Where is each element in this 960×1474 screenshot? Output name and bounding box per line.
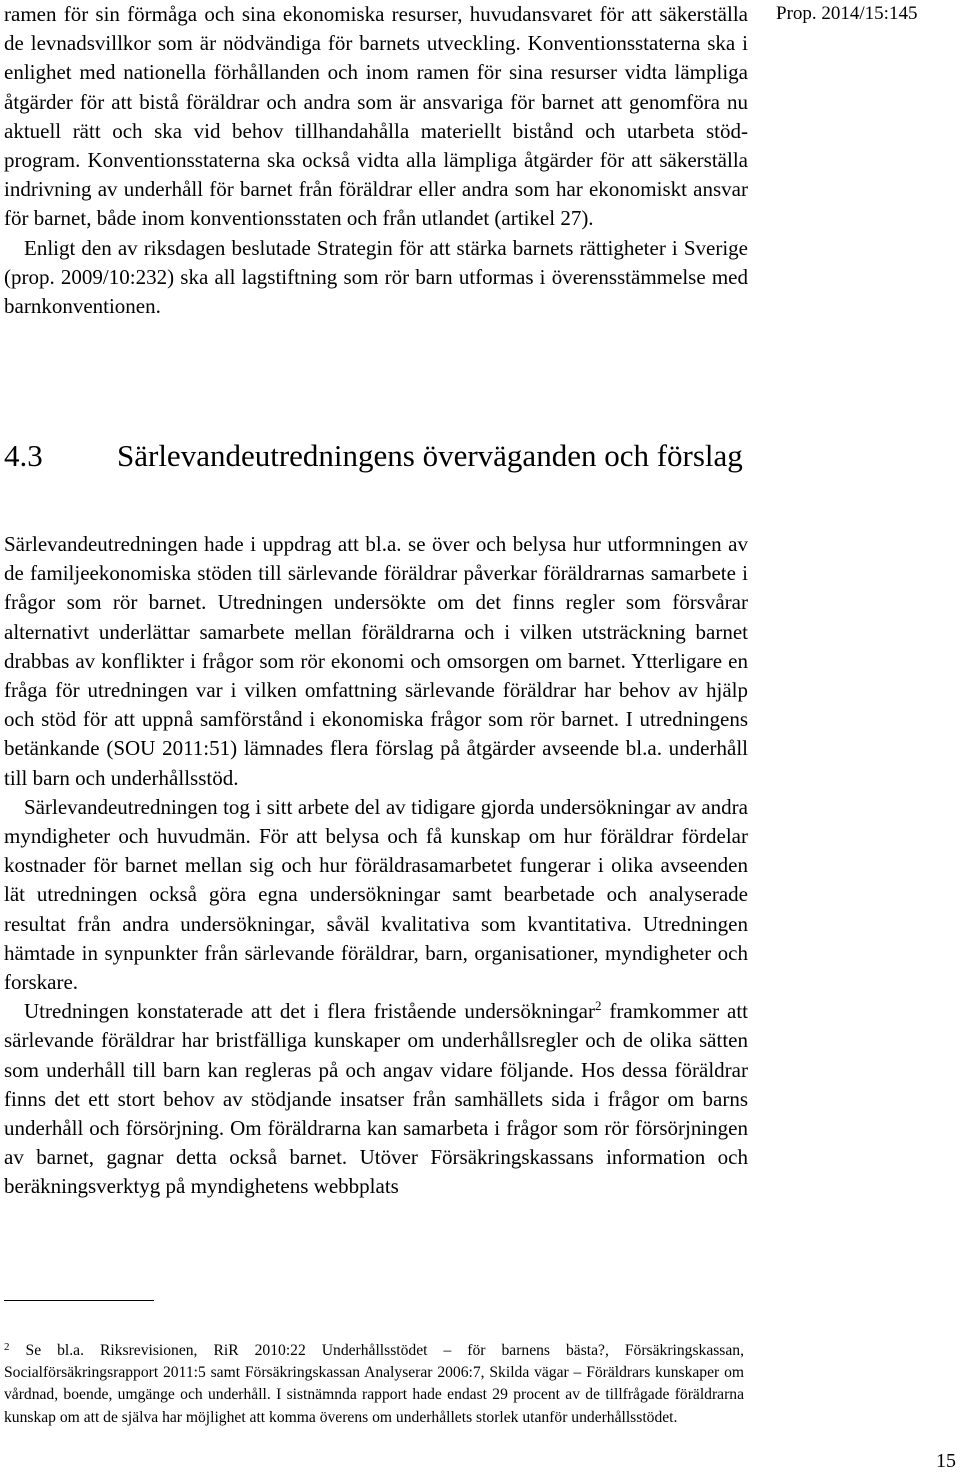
section-body: [4, 530, 748, 1202]
paragraph-investigations: Särlevandeutredningen tog i sitt arbete del av tidigare gjorda undersökningar av andra myndigheter och huvudmän. För att belysa och få kunskap om hur föräldrar fördelar kostnader för barnet mellan sig och hur föräldrasamarbetet fungerar i olika avseenden lät utredningen också göra egna undersökningar samt bearbetade och analyserade resultat från andra undersökningar, såväl kvalitativa som kvantitativa. Utredningen hämtade in synpunkter från särlevande föräldrar, barn, organisationer, myndigheter och forskare.: [4, 794, 748, 995]
paragraph-strategy: Enligt den av riksdagen beslutade Strategin för att stärka barnets rättigheter i Sverige (prop. 2009/10:232) ska all lagstiftning som rör barn utformas i överensstämmelse med barnkonventionen.: [4, 235, 748, 319]
proposition-reference: Prop. 2014/15:145: [776, 3, 918, 24]
footnote: [4, 1336, 744, 1429]
body-text-top: [4, 0, 748, 321]
footnote-number: 2: [4, 1341, 10, 1353]
footnote-text: Se bl.a. Riksrevisionen, RiR 2010:22 Underhållsstödet – för barnens bästa?, Försäkringskassan, Socialförsäkringsrapport 2011:5 samt Försäkringskassan Analyserar 2006:7, Skilda vägar – Föräldrars kunskaper om vårdnad, boende, umgänge och underhåll. I sistnämnda rapport hade endast 29 procent av de tillfrågade föräldrarna kunskap om att de själva har möjlighet att komma överens om underhållets storlek utanför underhållsstödet.: [4, 1342, 744, 1426]
findings-text-end: framkommer att särlevande föräldrar har bristfälliga kunskaper om underhållsregler och de olika sätten som underhåll till barn kan regleras på och angav vidare följande. Hos dessa föräldrar finns det ett stort behov av stödjande insatser från samhällets sida i frågor om barns underhåll och försörjning. Om föräldrarna kan samarbeta i frågor som rör försörjningen av barnet, gagnar detta också barnet. Utöver Försäkringskassans information och beräkningsverktyg på myndighetens webbplats: [4, 999, 748, 1199]
paragraph-findings: [4, 997, 748, 1201]
section-title: Särlevandeutredningens överväganden och förslag: [117, 438, 743, 473]
findings-text-start: Utredningen konstaterade att det i flera fristående undersökningar: [24, 999, 595, 1024]
paragraph-convention-article: ramen för sin förmåga och sina ekonomiska resurser, huvudansvaret för att säkerställa de levnadsvillkor som är nödvändiga för barnets utveckling. Konventionsstaterna ska i enlighet med nationella förhållanden och inom ramen för sina resurser vidta lämpliga åtgärder för att bistå föräldrar och andra som är ansvariga för barnet att genomföra nu aktuell rätt och ska vid behov tillhandahålla materiellt bistånd och utarbeta stödprogram. Konventionsstaterna ska också vidta alla lämpliga åtgärder för att säkerställa indrivning av underhåll för barnet från föräldrar eller andra som har ekonomiskt ansvar för barnet, både inom konventionsstaten och från utlandet (artikel 27).: [4, 2, 748, 231]
page-number: 15: [936, 1450, 956, 1472]
section-heading: [4, 435, 748, 476]
section-number: 4.3: [4, 438, 43, 473]
footnote-reference[interactable]: 2: [595, 998, 602, 1014]
footnote-divider: [4, 1300, 154, 1301]
paragraph-assignment: Särlevandeutredningen hade i uppdrag att bl.a. se över och belysa hur utformningen av de familjeekonomiska stöden till särlevande föräldrar påverkar föräldrarnas samarbete i frågor som rör barnet. Utredningen undersökte om det finns regler som försvårar alternativt underlättar samarbete mellan föräldrarna och i vilken utsträckning barnet drabbas av konflikter i frågor som rör ekonomi och omsorgen om barnet. Ytterligare en fråga för utredningen var i vilken omfattning särlevande föräldrar har behov av hjälp och stöd för att uppnå samförstånd i ekonomiska frågor som rör barnet. I utredningens betänkande (SOU 2011:51) lämnades flera förslag på åtgärder avseende bl.a. underhåll till barn och underhållsstöd.: [4, 532, 748, 790]
